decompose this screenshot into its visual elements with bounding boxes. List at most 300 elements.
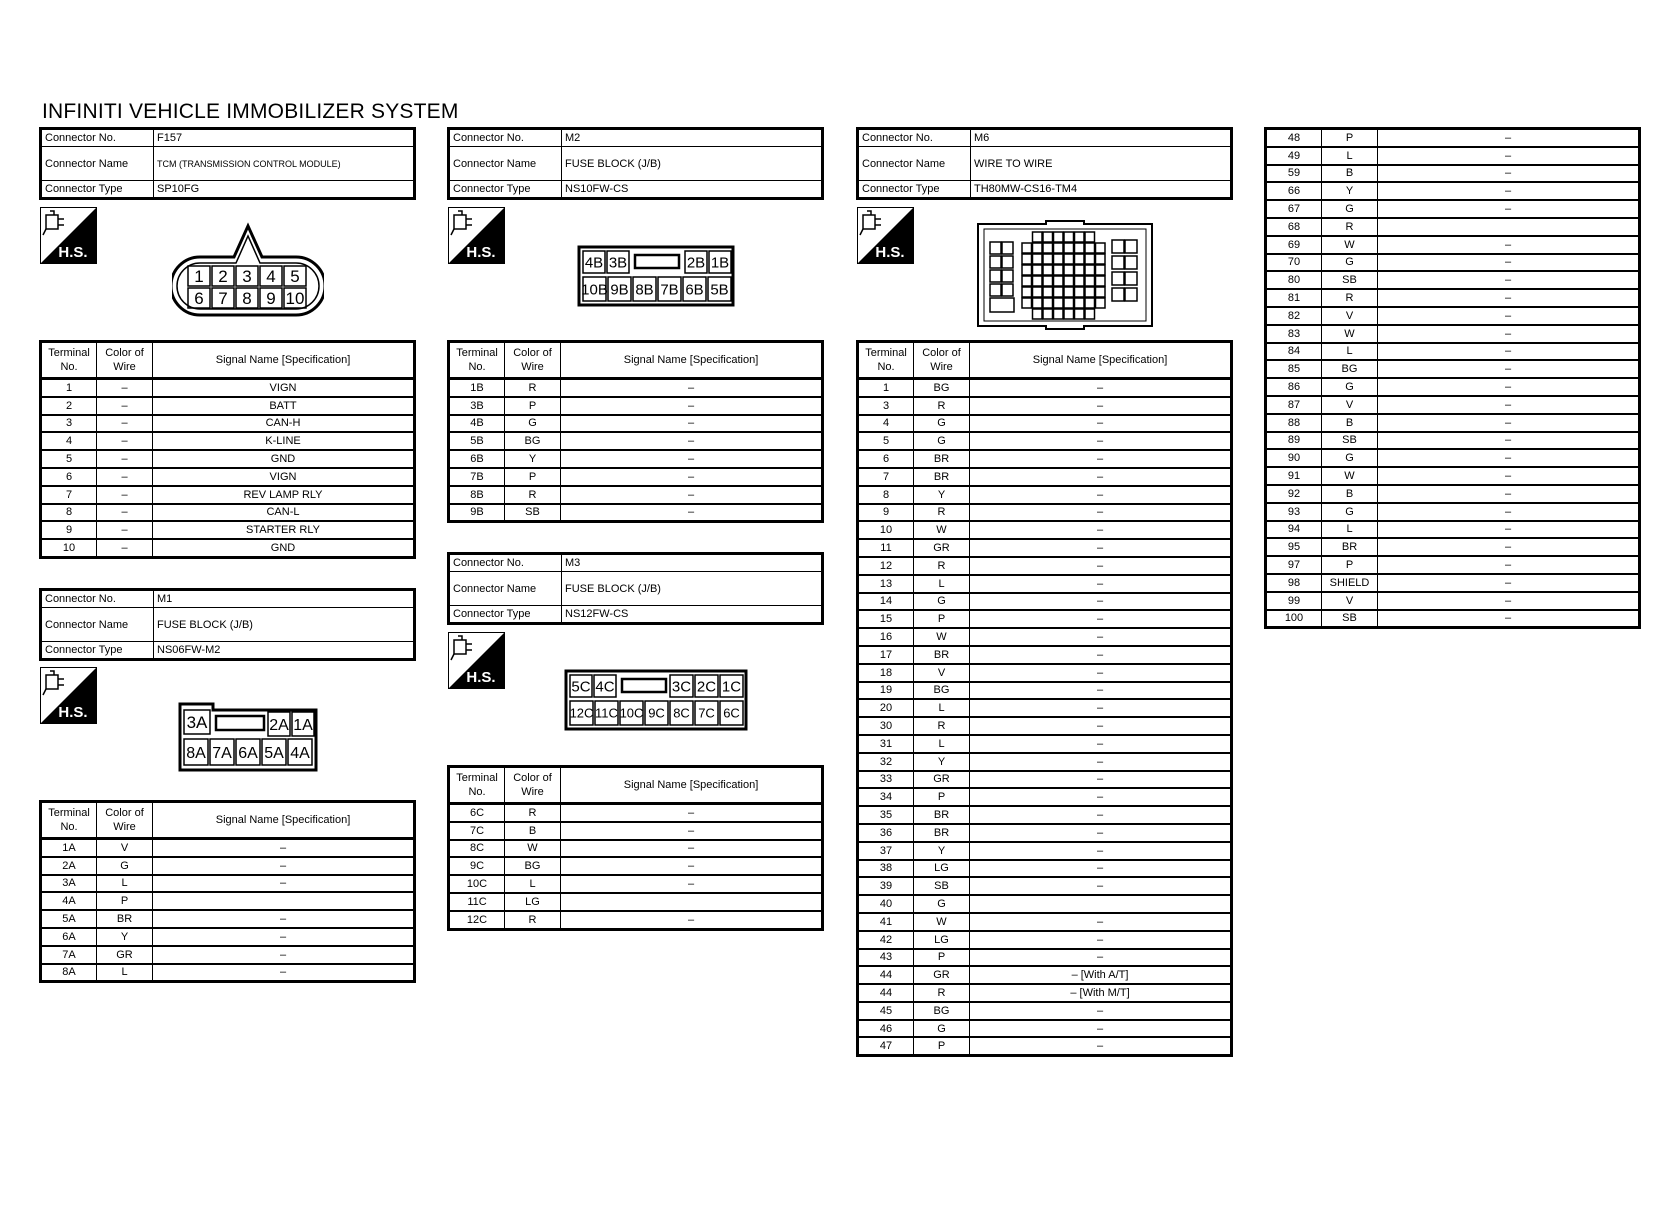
terminal-no-cell: 7 — [41, 486, 97, 504]
signal-name-cell: – — [561, 379, 823, 397]
connector-lock — [1096, 298, 1106, 308]
signal-name-cell: – — [1378, 610, 1640, 628]
signal-name-cell: – — [970, 610, 1232, 628]
table-row — [1266, 538, 1640, 556]
header-terminal: Terminal No. — [41, 342, 97, 379]
terminal-no-cell: 66 — [1266, 182, 1322, 200]
wire-color-cell: – — [97, 379, 153, 397]
connector-lock — [1033, 265, 1043, 275]
table-row — [858, 646, 1232, 664]
signal-name-cell: – — [970, 504, 1232, 522]
pin-label: 5 — [290, 267, 300, 287]
wire-color-cell: B — [1322, 485, 1378, 503]
connector-lock — [1096, 276, 1106, 286]
header-color: Color of Wire — [97, 802, 153, 839]
pin-label: 9C — [648, 705, 665, 721]
connector-lock — [1054, 243, 1064, 253]
terminal-no-cell: 6B — [449, 450, 505, 468]
table-row — [449, 397, 823, 415]
wire-color-cell: L — [97, 875, 153, 893]
table-row — [449, 432, 823, 450]
connector-lock — [1064, 265, 1074, 275]
connector-lock — [1064, 309, 1074, 319]
connector-lock — [1054, 265, 1064, 275]
terminal-table-m1 — [39, 800, 416, 983]
terminal-no-cell: 37 — [858, 842, 914, 860]
terminal-no-cell: 1 — [41, 379, 97, 397]
pin-label: 8C — [673, 705, 690, 721]
table-row — [858, 539, 1232, 557]
pin-label: 6 — [194, 289, 204, 309]
label-connector-no: Connector No. — [41, 129, 154, 147]
terminal-no-cell: 87 — [1266, 396, 1322, 414]
signal-name-cell: – — [1378, 200, 1640, 218]
connector-lock — [990, 298, 1014, 312]
connector-lock — [622, 679, 666, 692]
table-row — [1266, 165, 1640, 183]
connector-lock — [1033, 287, 1043, 297]
signal-name-cell: – — [1378, 556, 1640, 574]
table-row — [858, 1020, 1232, 1038]
signal-name-cell: – — [561, 415, 823, 433]
wire-color-cell: W — [1322, 325, 1378, 343]
wire-color-cell: BR — [914, 806, 970, 824]
signal-name-cell: – — [1378, 538, 1640, 556]
wire-color-cell: R — [505, 379, 561, 397]
label-connector-no: Connector No. — [858, 129, 971, 147]
terminal-no-cell: 7 — [858, 468, 914, 486]
wire-color-cell: LG — [505, 893, 561, 911]
terminal-no-cell: 8A — [41, 964, 97, 982]
connector-lock — [990, 284, 1001, 296]
wire-color-cell: R — [505, 486, 561, 504]
terminal-no-cell: 80 — [1266, 271, 1322, 289]
harness-side-icon — [40, 207, 97, 264]
wire-color-cell: P — [914, 949, 970, 967]
table-row — [41, 450, 415, 468]
terminal-no-cell: 3 — [41, 415, 97, 433]
terminal-no-cell: 5 — [858, 432, 914, 450]
connector-face-m6 — [976, 220, 1154, 330]
wire-color-cell: V — [1322, 307, 1378, 325]
table-row — [858, 860, 1232, 878]
terminal-no-cell: 9B — [449, 504, 505, 522]
wire-color-cell: R — [914, 397, 970, 415]
terminal-no-cell: 4A — [41, 892, 97, 910]
terminal-no-cell: 2A — [41, 857, 97, 875]
connector-lock — [1022, 265, 1032, 275]
terminal-table-m6-continued — [1264, 127, 1641, 629]
harness-side-icon — [857, 207, 914, 264]
table-row — [449, 468, 823, 486]
wire-color-cell: BG — [914, 682, 970, 700]
header-color: Color of Wire — [505, 342, 561, 379]
signal-name-cell: – — [1378, 360, 1640, 378]
signal-name-cell: – — [561, 486, 823, 504]
label-connector-name: Connector Name — [41, 147, 154, 181]
connector-lock — [1002, 270, 1013, 282]
connector-type-value: NS12FW-CS — [562, 606, 823, 624]
table-row — [1266, 592, 1640, 610]
table-row — [858, 432, 1232, 450]
label-connector-type: Connector Type — [858, 181, 971, 199]
connector-lock — [1043, 298, 1053, 308]
table-row — [858, 504, 1232, 522]
terminal-no-cell: 84 — [1266, 343, 1322, 361]
signal-name-cell: – — [1378, 521, 1640, 539]
connector-no-value: M2 — [562, 129, 823, 147]
connector-lock — [1085, 309, 1095, 319]
terminal-no-cell: 9 — [858, 504, 914, 522]
wire-color-cell: P — [505, 397, 561, 415]
signal-name-cell: – — [153, 964, 415, 982]
wire-color-cell: R — [505, 804, 561, 822]
connector-lock — [1054, 287, 1064, 297]
terminal-no-cell: 85 — [1266, 360, 1322, 378]
terminal-no-cell: 45 — [858, 1002, 914, 1020]
wire-color-cell: W — [1322, 467, 1378, 485]
table-row — [41, 504, 415, 522]
wire-color-cell: R — [914, 717, 970, 735]
connector-lock — [1022, 243, 1032, 253]
signal-name-cell: – — [561, 468, 823, 486]
signal-name-cell: GND — [153, 539, 415, 557]
table-row — [1266, 200, 1640, 218]
label-connector-no: Connector No. — [449, 129, 562, 147]
table-row — [449, 840, 823, 858]
signal-name-cell: – — [970, 877, 1232, 895]
signal-name-cell: – — [1378, 236, 1640, 254]
connector-name-value: WIRE TO WIRE — [971, 147, 1232, 181]
table-row — [1266, 360, 1640, 378]
signal-name-cell: – — [561, 397, 823, 415]
connector-lock — [1085, 265, 1095, 275]
signal-name-cell: – — [1378, 325, 1640, 343]
wire-color-cell: SHIELD — [1322, 574, 1378, 592]
connector-lock — [1033, 298, 1043, 308]
pin-label: 7B — [660, 281, 679, 299]
terminal-no-cell: 34 — [858, 788, 914, 806]
table-row — [41, 486, 415, 504]
table-row — [858, 415, 1232, 433]
pin-label: 9 — [266, 289, 276, 309]
signal-name-cell: VIGN — [153, 379, 415, 397]
terminal-no-cell: 4B — [449, 415, 505, 433]
table-row — [1266, 289, 1640, 307]
terminal-no-cell: 91 — [1266, 467, 1322, 485]
connector-face-m3 — [564, 669, 748, 731]
pin-label: 8 — [242, 289, 252, 309]
signal-name-cell: – — [970, 824, 1232, 842]
terminal-no-cell: 6 — [41, 468, 97, 486]
wire-color-cell: G — [1322, 449, 1378, 467]
terminal-no-cell: 69 — [1266, 236, 1322, 254]
wire-color-cell: W — [914, 628, 970, 646]
table-row — [41, 521, 415, 539]
terminal-no-cell: 17 — [858, 646, 914, 664]
wire-color-cell: BG — [505, 432, 561, 450]
table-row — [858, 521, 1232, 539]
table-row — [449, 415, 823, 433]
pin-label: 6B — [685, 281, 704, 299]
connector-lock — [1112, 272, 1124, 285]
terminal-no-cell: 92 — [1266, 485, 1322, 503]
table-row — [449, 504, 823, 522]
signal-name-cell — [153, 892, 415, 910]
connector-no-value: M6 — [971, 129, 1232, 147]
table-row — [41, 432, 415, 450]
connector-lock — [1075, 276, 1085, 286]
terminal-no-cell: 100 — [1266, 610, 1322, 628]
signal-name-cell: – — [1378, 432, 1640, 450]
signal-name-cell: – — [970, 486, 1232, 504]
connector-lock — [1064, 276, 1074, 286]
signal-name-cell: – — [1378, 467, 1640, 485]
signal-name-cell: – — [970, 450, 1232, 468]
header-terminal: Terminal No. — [41, 802, 97, 839]
table-row — [858, 717, 1232, 735]
connector-lock — [1054, 232, 1064, 242]
wire-color-cell: L — [914, 735, 970, 753]
wire-color-cell: – — [97, 521, 153, 539]
signal-name-cell: – — [1378, 396, 1640, 414]
pin-label: 8A — [186, 744, 206, 762]
table-row — [41, 892, 415, 910]
table-row — [1266, 218, 1640, 236]
terminal-no-cell: 6 — [858, 450, 914, 468]
table-row — [449, 893, 823, 911]
signal-name-cell: – — [970, 593, 1232, 611]
connector-lock — [1085, 254, 1095, 264]
table-row — [858, 735, 1232, 753]
connector-lock — [1125, 272, 1137, 285]
connector-name-value: FUSE BLOCK (J/B) — [154, 608, 415, 642]
pin-label: 3B — [608, 254, 628, 272]
wire-color-cell: G — [914, 593, 970, 611]
table-row — [858, 450, 1232, 468]
wire-color-cell: – — [97, 486, 153, 504]
terminal-no-cell: 94 — [1266, 521, 1322, 539]
hs-label: H.S. — [58, 704, 88, 721]
table-row — [449, 875, 823, 893]
terminal-no-cell: 97 — [1266, 556, 1322, 574]
wire-color-cell: BR — [914, 468, 970, 486]
table-row — [858, 895, 1232, 913]
wire-color-cell: G — [914, 415, 970, 433]
pin-label: 3 — [242, 267, 252, 287]
table-row — [858, 628, 1232, 646]
pin-label: 1 — [194, 267, 204, 287]
signal-name-cell: – — [1378, 289, 1640, 307]
signal-name-cell: – — [970, 664, 1232, 682]
terminal-no-cell: 44 — [858, 984, 914, 1002]
connector-lock — [1075, 243, 1085, 253]
terminal-no-cell: 1A — [41, 839, 97, 857]
connector-lock — [1112, 240, 1124, 253]
table-row — [1266, 254, 1640, 272]
connector-lock — [1085, 243, 1095, 253]
table-row — [858, 931, 1232, 949]
wire-color-cell: R — [914, 557, 970, 575]
table-row — [449, 804, 823, 822]
connector-lock — [990, 270, 1001, 282]
connector-lock — [1054, 254, 1064, 264]
connector-lock — [1125, 256, 1137, 269]
table-row — [858, 468, 1232, 486]
pin-label: 3A — [186, 713, 208, 733]
signal-name-cell: – — [970, 949, 1232, 967]
wire-color-cell: P — [505, 468, 561, 486]
connector-lock — [1112, 288, 1124, 301]
connector-lock — [1064, 298, 1074, 308]
terminal-table-f157 — [39, 340, 416, 559]
wire-color-cell: L — [914, 575, 970, 593]
table-row — [41, 468, 415, 486]
table-row — [858, 806, 1232, 824]
table-row — [858, 610, 1232, 628]
signal-name-cell: – — [1378, 574, 1640, 592]
signal-name-cell: – — [561, 911, 823, 929]
wire-color-cell: P — [97, 892, 153, 910]
connector-lock — [1096, 265, 1106, 275]
signal-name-cell: STARTER RLY — [153, 521, 415, 539]
wire-color-cell: P — [914, 610, 970, 628]
signal-name-cell: – — [970, 788, 1232, 806]
terminal-no-cell: 36 — [858, 824, 914, 842]
wire-color-cell: BR — [914, 646, 970, 664]
header-signal: Signal Name [Specification] — [153, 802, 415, 839]
terminal-table-m6 — [856, 340, 1233, 1057]
wire-color-cell: L — [505, 875, 561, 893]
wire-color-cell: V — [914, 664, 970, 682]
connector-lock — [1043, 276, 1053, 286]
wire-color-cell: BR — [914, 824, 970, 842]
table-row — [858, 913, 1232, 931]
terminal-no-cell: 70 — [1266, 254, 1322, 272]
wire-color-cell: SB — [1322, 432, 1378, 450]
connector-lock — [1085, 287, 1095, 297]
wire-color-cell: LG — [914, 860, 970, 878]
terminal-no-cell: 11C — [449, 893, 505, 911]
table-row — [1266, 556, 1640, 574]
header-color: Color of Wire — [914, 342, 970, 379]
signal-name-cell: – — [1378, 307, 1640, 325]
connector-lock — [1075, 232, 1085, 242]
wire-color-cell: BG — [914, 1002, 970, 1020]
info-table-f157 — [39, 127, 416, 200]
wire-color-cell: BR — [914, 450, 970, 468]
label-connector-no: Connector No. — [449, 554, 562, 572]
label-connector-no: Connector No. — [41, 590, 154, 608]
label-connector-name: Connector Name — [449, 572, 562, 606]
table-row — [1266, 610, 1640, 628]
wire-color-cell: Y — [97, 928, 153, 946]
connector-lock — [1075, 309, 1085, 319]
table-row — [1266, 343, 1640, 361]
connector-lock — [1022, 298, 1032, 308]
terminal-no-cell: 4 — [858, 415, 914, 433]
pin-label: 5A — [264, 744, 284, 762]
header-signal: Signal Name [Specification] — [153, 342, 415, 379]
terminal-no-cell: 68 — [1266, 218, 1322, 236]
signal-name-cell: – — [970, 860, 1232, 878]
table-row — [858, 575, 1232, 593]
terminal-no-cell: 12 — [858, 557, 914, 575]
pin-label: 7C — [698, 705, 715, 721]
terminal-no-cell: 6C — [449, 804, 505, 822]
signal-name-cell: – — [153, 857, 415, 875]
signal-name-cell: – — [970, 913, 1232, 931]
table-row — [41, 379, 415, 397]
terminal-no-cell: 8B — [449, 486, 505, 504]
label-connector-type: Connector Type — [41, 642, 154, 660]
terminal-no-cell: 4 — [41, 432, 97, 450]
terminal-no-cell: 9 — [41, 521, 97, 539]
terminal-no-cell: 18 — [858, 664, 914, 682]
wire-color-cell: – — [97, 450, 153, 468]
terminal-no-cell: 44 — [858, 966, 914, 984]
signal-name-cell: – — [153, 946, 415, 964]
terminal-no-cell: 90 — [1266, 449, 1322, 467]
header-signal: Signal Name [Specification] — [561, 342, 823, 379]
header-terminal: Terminal No. — [449, 767, 505, 804]
header-terminal: Terminal No. — [449, 342, 505, 379]
label-connector-type: Connector Type — [41, 181, 154, 199]
terminal-no-cell: 7B — [449, 468, 505, 486]
signal-name-cell: – — [1378, 129, 1640, 147]
signal-name-cell: – — [561, 504, 823, 522]
terminal-no-cell: 35 — [858, 806, 914, 824]
wire-color-cell: G — [914, 1020, 970, 1038]
connector-lock — [1033, 232, 1043, 242]
table-row — [858, 664, 1232, 682]
table-row — [41, 875, 415, 893]
table-row — [858, 486, 1232, 504]
wire-color-cell: V — [97, 839, 153, 857]
table-row — [1266, 485, 1640, 503]
wire-color-cell: B — [1322, 165, 1378, 183]
hs-label: H.S. — [466, 669, 496, 686]
info-table-m1 — [39, 588, 416, 661]
terminal-no-cell: 19 — [858, 682, 914, 700]
wire-color-cell: SB — [505, 504, 561, 522]
wire-color-cell: R — [505, 911, 561, 929]
signal-name-cell: – — [1378, 592, 1640, 610]
table-row — [1266, 325, 1640, 343]
connector-lock — [1022, 276, 1032, 286]
signal-name-cell: – — [153, 839, 415, 857]
terminal-no-cell: 83 — [1266, 325, 1322, 343]
signal-name-cell: – — [153, 875, 415, 893]
terminal-no-cell: 8C — [449, 840, 505, 858]
terminal-no-cell: 10 — [41, 539, 97, 557]
pin-label: 6A — [238, 744, 258, 762]
wire-color-cell: – — [97, 468, 153, 486]
terminal-table-m2 — [447, 340, 824, 523]
wire-color-cell: GR — [914, 539, 970, 557]
connector-lock — [1064, 287, 1074, 297]
info-table-m6 — [856, 127, 1233, 200]
table-row — [41, 857, 415, 875]
signal-name-cell: – — [970, 646, 1232, 664]
signal-name-cell: – — [970, 753, 1232, 771]
signal-name-cell: – — [970, 379, 1232, 397]
table-row — [1266, 182, 1640, 200]
connector-lock — [1064, 254, 1074, 264]
signal-name-cell: – — [970, 1020, 1232, 1038]
wire-color-cell: GR — [914, 771, 970, 789]
signal-name-cell: GND — [153, 450, 415, 468]
